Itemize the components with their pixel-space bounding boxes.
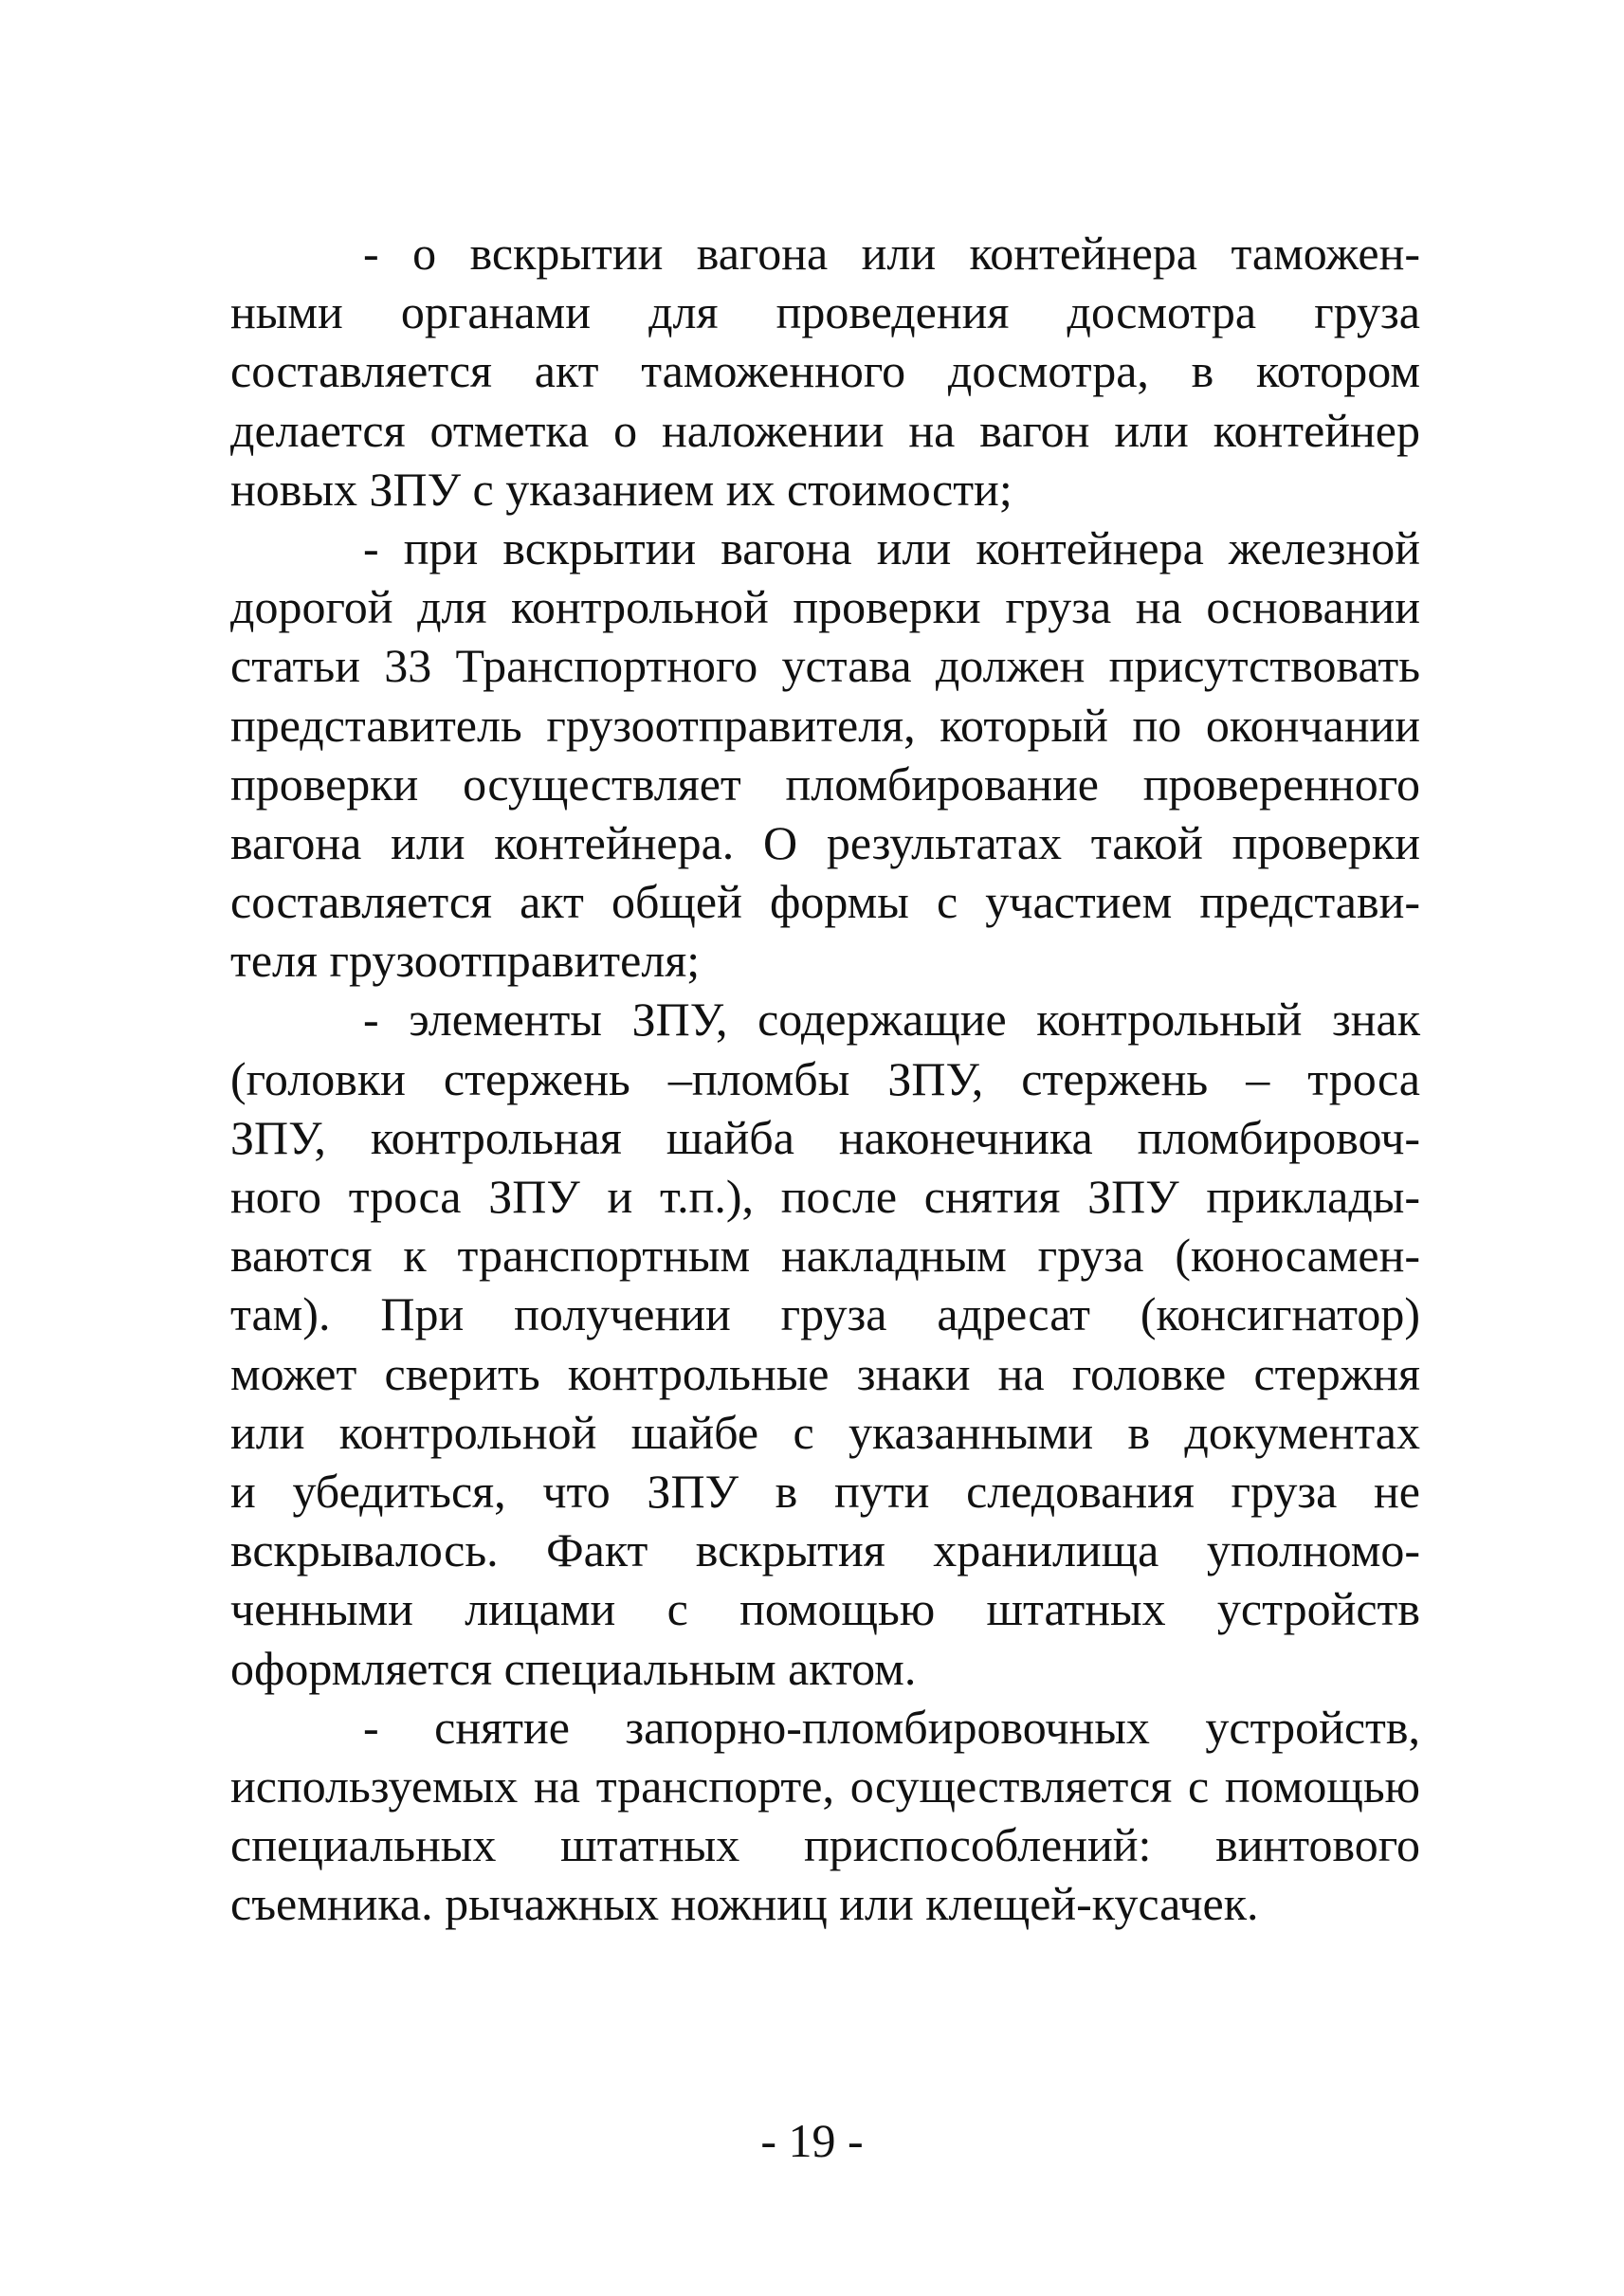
text-line: ного троса ЗПУ и т.п.), после снятия ЗПУ приклады- <box>230 1170 1420 1223</box>
text-line: новых ЗПУ с указанием их стоимости; <box>230 462 1013 516</box>
text-line: статьи 33 Транспортного устава должен присутствовать <box>230 639 1420 693</box>
text-line: специальных штатных приспособлений: винтового <box>230 1818 1420 1872</box>
body-text <box>230 224 1420 1933</box>
text-line: (головки стержень –пломбы ЗПУ, стержень – троса <box>230 1051 1420 1105</box>
text-line: составляется акт таможенного досмотра, в котором <box>230 344 1420 398</box>
text-line: представитель грузоотправителя, который по окончании <box>230 698 1420 752</box>
text-line: или контрольной шайбе с указанными в документах <box>230 1405 1420 1459</box>
text-line: делается отметка о наложении на вагон или контейнер <box>230 403 1420 457</box>
text-line: ными органами для проведения досмотра груза <box>230 285 1420 339</box>
text-line: - о вскрытии вагона или контейнера таможен- <box>363 227 1420 280</box>
text-line: ЗПУ, контрольная шайба наконечника пломбировоч- <box>230 1110 1420 1164</box>
text-line: вскрывалось. Факт вскрытия хранилища уполномо- <box>230 1523 1420 1577</box>
text-line: оформляется специальным актом. <box>230 1641 917 1695</box>
text-line: вагона или контейнера. О результатах такой проверки <box>230 815 1420 869</box>
text-line: проверки осуществляет пломбирование проверенного <box>230 756 1420 811</box>
text-line: составляется акт общей формы с участием представи- <box>230 875 1420 929</box>
text-line: там). При получении груза адресат (консигнатор) <box>230 1287 1420 1341</box>
text-line: ченными лицами с помощью штатных устройств <box>230 1582 1420 1636</box>
text-line: - при вскрытии вагона или контейнера железной <box>363 520 1420 574</box>
text-line: - элементы ЗПУ, содержащие контрольный знак <box>363 993 1420 1047</box>
page-number: - 19 - <box>760 2114 864 2167</box>
text-line: может сверить контрольные знаки на головке стержня <box>230 1346 1420 1400</box>
text-line: и убедиться, что ЗПУ в пути следования груза не <box>230 1464 1420 1518</box>
text-line: используемых на транспорте, осуществляется с помощью <box>230 1758 1420 1813</box>
text-line: - снятие запорно-пломбировочных устройств, <box>363 1700 1420 1754</box>
text-line: теля грузоотправителя; <box>230 934 701 988</box>
text-line: ваются к транспортным накладным груза (коносамен- <box>230 1229 1420 1283</box>
text-line: дорогой для контрольной проверки груза на основании <box>230 580 1420 634</box>
text-line: съемника. рычажных ножниц или клещей-кусачек. <box>230 1877 1259 1931</box>
